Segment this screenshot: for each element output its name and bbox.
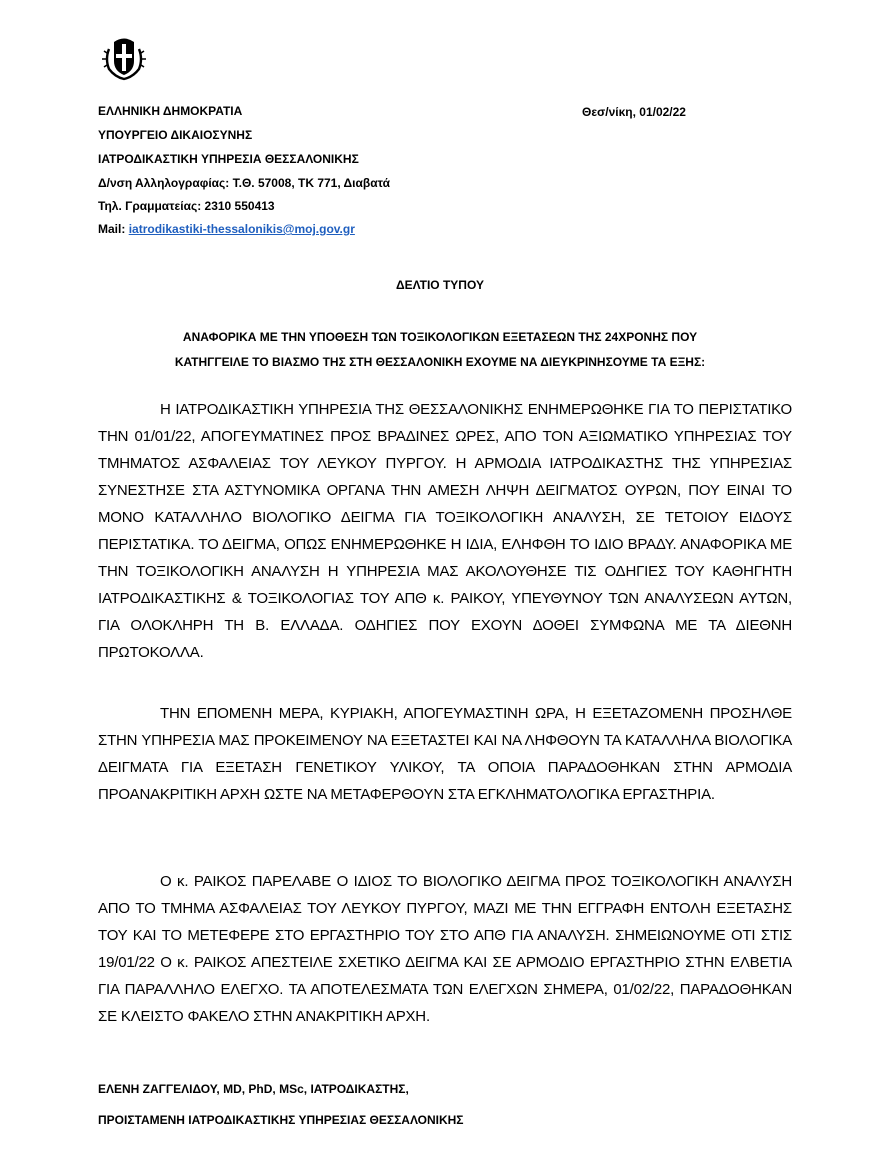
greek-coat-of-arms-icon: [101, 33, 147, 81]
body-paragraph-2: ΤΗΝ ΕΠΟΜΕΝΗ ΜΕΡΑ, ΚΥΡΙΑΚΗ, ΑΠΟΓΕΥΜΑΣΤΙΝΗ ΩΡΑ, Η ΕΞΕΤΑΖΟΜΕΝΗ ΠΡΟΣΗΛΘΕ ΣΤΗΝ ΥΠΗΡΕΣΙΑ ΜΑΣ ΠΡΟΚΕΙΜΕΝΟΥ ΝΑ ΕΞΕΤΑΣΤΕΙ ΚΑΙ ΝΑ ΛΗΦΘΟΥΝ ΤΑ ΚΑΤΑΛΛΗΛΑ ΒΙΟΛΟΓΙΚΑ ΔΕΙΓΜΑΤΑ ΓΙΑ ΕΞΕΤΑΣΗ ΓΕΝΕΤΙΚΟΥ ΥΛΙΚΟΥ, ΤΑ ΟΠΟΙΑ ΠΑΡΑΔΟΘΗΚΑΝ ΣΤΗΝ ΑΡΜΟΔΙΑ ΠΡΟΑΝΑΚΡΙΤΙΚΗ ΑΡΧΗ ΩΣΤΕ ΝΑ ΜΕΤΑΦΕΡΘΟΥΝ ΣΤΑ ΕΓΚΛΗΜΑΤΟΛΟΓΙΚΑ ΕΡΓΑΣΤΗΡΙΑ.: [98, 705, 792, 803]
body-paragraph-3: Ο κ. ΡΑΙΚΟΣ ΠΑΡΕΛΑΒΕ Ο ΙΔΙΟΣ ΤΟ ΒΙΟΛΟΓΙΚΟ ΔΕΙΓΜΑ ΠΡΟΣ ΤΟΞΙΚΟΛΟΓΙΚΗ ΑΝΑΛΥΣΗ ΑΠΟ ΤΟ ΤΜΗΜΑ ΑΣΦΑΛΕΙΑΣ ΤΟΥ ΛΕΥΚΟΥ ΠΥΡΓΟΥ, ΜΑΖΙ ΜΕ ΤΗΝ ΕΓΓΡΑΦΗ ΕΝΤΟΛΗ ΕΞΕΤΑΣΗΣ ΤΟΥ ΚΑΙ ΤΟ ΜΕΤΕΦΕΡΕ ΣΤΟ ΕΡΓΑΣΤΗΡΙΟ ΤΟΥ ΣΤΟ ΑΠΘ ΓΙΑ ΑΝΑΛΥΣΗ. ΣΗΜΕΙΩΝΟΥΜΕ ΟΤΙ ΣΤΙΣ 19/01/22 Ο κ. ΡΑΙΚΟΣ ΑΠΕΣΤΕΙΛΕ ΣΧΕΤΙΚΟ ΔΕΙΓΜΑ ΚΑΙ ΣΕ ΑΡΜΟΔΙΟ ΕΡΓΑΣΤΗΡΙΟ ΣΤΗΝ ΕΛΒΕΤΙΑ ΓΙΑ ΠΑΡΑΛΛΗΛΟ ΕΛΕΓΧΟ. ΤΑ ΑΠΟΤΕΛΕΣΜΑΤΑ ΤΩΝ ΕΛΕΓΧΩΝ ΣΗΜΕΡΑ, 01/02/22, ΠΑΡΑΔΟΘΗΚΑΝ ΣΕ ΚΛΕΙΣΤΟ ΦΑΚΕΛΟ ΣΤΗΝ ΑΝΑΚΡΙΤΙΚΗ ΑΡΧΗ.: [98, 873, 792, 1025]
document-date: Θεσ/νίκη, 01/02/22: [582, 105, 686, 119]
header-address: Δ/νση Αλληλογραφίας: Τ.Θ. 57008, ΤΚ 771, Διαβατά: [98, 176, 390, 190]
subtitle-line-2: ΚΑΤΗΓΓΕΙΛΕ ΤΟ ΒΙΑΣΜΟ ΤΗΣ ΣΤΗ ΘΕΣΣΑΛΟΝΙΚΗ ΕΧΟΥΜΕ ΝΑ ΔΙΕΥΚΡΙΝΗΣΟΥΜΕ ΤΑ ΕΞΗΣ:: [174, 355, 706, 369]
header-ministry: ΥΠΟΥΡΓΕΙΟ ΔΙΚΑΙΟΣΥΝΗΣ: [98, 128, 253, 142]
signature-title: ΠΡΟΙΣΤΑΜΕΝΗ ΙΑΤΡΟΔΙΚΑΣΤΙΚΗΣ ΥΠΗΡΕΣΙΑΣ ΘΕΣΣΑΛΟΝΙΚΗΣ: [98, 1113, 464, 1127]
header-mail: [98, 222, 355, 236]
mail-label: Mail:: [98, 222, 126, 236]
header-republic: ΕΛΛΗΝΙΚΗ ΔΗΜΟΚΡΑΤΙΑ: [98, 104, 243, 118]
signature-name: ΕΛΕΝΗ ΖΑΓΓΕΛΙΔΟΥ, MD, PhD, MSc, ΙΑΤΡΟΔΙΚΑΣΤΗΣ,: [98, 1082, 409, 1096]
body-paragraph-1: Η ΙΑΤΡΟΔΙΚΑΣΤΙΚΗ ΥΠΗΡΕΣΙΑ ΤΗΣ ΘΕΣΣΑΛΟΝΙΚΗΣ ΕΝΗΜΕΡΩΘΗΚΕ ΓΙΑ ΤΟ ΠΕΡΙΣΤΑΤΙΚΟ ΤΗΝ 01/01/22, ΑΠΟΓΕΥΜΑΤΙΝΕΣ ΠΡΟΣ ΒΡΑΔΙΝΕΣ ΩΡΕΣ, ΑΠΟ ΤΟΝ ΑΞΙΩΜΑΤΙΚΟ ΥΠΗΡΕΣΙΑΣ ΤΟΥ ΤΜΗΜΑΤΟΣ ΑΣΦΑΛΕΙΑΣ ΤΟΥ ΛΕΥΚΟΥ ΠΥΡΓΟΥ. Η ΑΡΜΟΔΙΑ ΙΑΤΡΟΔΙΚΑΣΤΗΣ ΤΗΣ ΥΠΗΡΕΣΙΑΣ ΣΥΝΕΣΤΗΣΕ ΣΤΑ ΑΣΤΥΝΟΜΙΚΑ ΟΡΓΑΝΑ ΤΗΝ ΑΜΕΣΗ ΛΗΨΗ ΔΕΙΓΜΑΤΟΣ ΟΥΡΩΝ, ΠΟΥ ΕΙΝΑΙ ΤΟ ΜΟΝΟ ΚΑΤΑΛΛΗΛΟ ΒΙΟΛΟΓΙΚΟ ΔΕΙΓΜΑ ΓΙΑ ΤΟΞΙΚΟΛΟΓΙΚΗ ΑΝΑΛΥΣΗ, ΣΕ ΤΕΤΟΙΟΥ ΕΙΔΟΥΣ ΠΕΡΙΣΤΑΤΙΚΑ. ΤΟ ΔΕΙΓΜΑ, ΟΠΩΣ ΕΝΗΜΕΡΩΘΗΚΕ Η ΙΔΙΑ, ΕΛΗΦΘΗ ΤΟ ΙΔΙΟ ΒΡΑΔΥ. ΑΝΑΦΟΡΙΚΑ ΜΕ ΤΗΝ ΤΟΞΙΚΟΛΟΓΙΚΗ ΑΝΑΛΥΣΗ Η ΥΠΗΡΕΣΙΑ ΜΑΣ ΑΚΟΛΟΥΘΗΣΕ ΤΙΣ ΟΔΗΓΙΕΣ ΤΟΥ ΚΑΘΗΓΗΤΗ ΙΑΤΡΟΔΙΚΑΣΤΙΚΗΣ & ΤΟΞΙΚΟΛΟΓΙΑΣ ΤΟΥ ΑΠΘ κ. ΡΑΙΚΟΥ, ΥΠΕΥΘΥΝΟΥ ΤΩΝ ΑΝΑΛΥΣΕΩΝ ΑΥΤΩΝ, ΓΙΑ ΟΛΟΚΛΗΡΗ ΤΗ Β. ΕΛΛΑΔΑ. ΟΔΗΓΙΕΣ ΠΟΥ ΕΧΟΥΝ ΔΟΘΕΙ ΣΥΜΦΩΝΑ ΜΕ ΤΑ ΔΙΕΘΝΗ ΠΡΩΤΟΚΟΛΛΑ.: [98, 401, 792, 661]
header-phone: Τηλ. Γραμματείας: 2310 550413: [98, 199, 275, 213]
press-release-title: ΔΕΛΤΙΟ ΤΥΠΟΥ: [396, 278, 484, 292]
mail-link[interactable]: iatrodikastiki-thessalonikis@moj.gov.gr: [128, 222, 355, 236]
header-service: ΙΑΤΡΟΔΙΚΑΣΤΙΚΗ ΥΠΗΡΕΣΙΑ ΘΕΣΣΑΛΟΝΙΚΗΣ: [98, 152, 359, 166]
subtitle-line-1: ΑΝΑΦΟΡΙΚΑ ΜΕ ΤΗΝ ΥΠΟΘΕΣΗ ΤΩΝ ΤΟΞΙΚΟΛΟΓΙΚΩΝ ΕΞΕΤΑΣΕΩΝ ΤΗΣ 24ΧΡΟΝΗΣ ΠΟΥ: [182, 330, 698, 344]
